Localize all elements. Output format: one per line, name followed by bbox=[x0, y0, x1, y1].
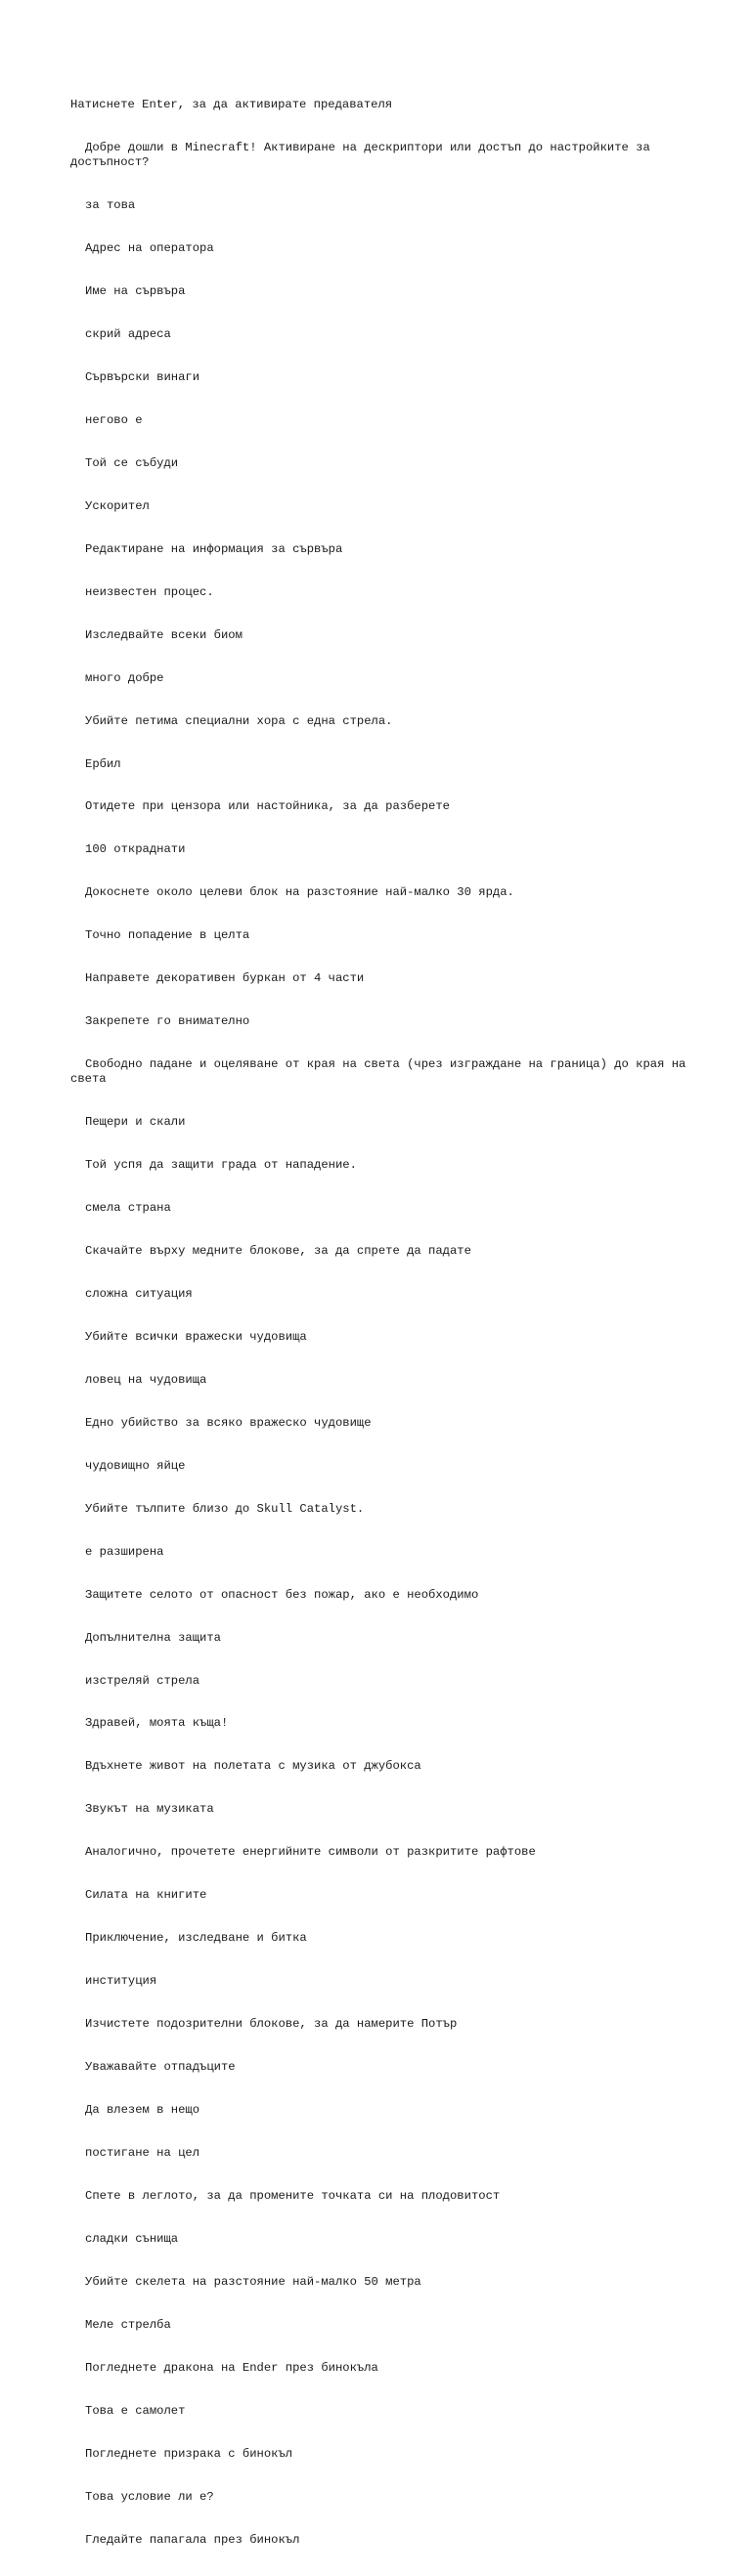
text-line: Аналогично, прочетете енергийните символи от разкритите рафтове bbox=[85, 1845, 536, 1860]
text-line: сложна ситуация bbox=[85, 1286, 193, 1301]
text-line: Скачайте върху медните блокове, за да спрете да падате bbox=[85, 1243, 471, 1258]
text-line: Здравей, моята къща! bbox=[85, 1716, 229, 1731]
text-line: скрий адреса bbox=[85, 326, 171, 341]
text-line: Закрепете го внимателно bbox=[85, 1014, 250, 1029]
text-line: Това е самолет bbox=[85, 2403, 186, 2418]
text-line: Убийте скелета на разстояние най-малко 50 метра bbox=[85, 2275, 421, 2290]
text-line: за това bbox=[85, 197, 136, 212]
text-line: Гледайте папагала през бинокъл bbox=[85, 2532, 300, 2547]
text-line: неизвестен процес. bbox=[85, 584, 214, 599]
text-line: много добре bbox=[85, 670, 164, 685]
text-line: Направете декоративен буркан от 4 части bbox=[85, 971, 365, 986]
text-line: Той успя да защити града от нападение. bbox=[85, 1157, 357, 1172]
text-line: Уважавайте отпадъците bbox=[85, 2060, 236, 2075]
text-line: 100 откраднати bbox=[85, 842, 186, 857]
text-line: изстреляй стрела bbox=[85, 1673, 200, 1688]
text-line-heading: Натиснете Enter, за да активирате предавателя bbox=[70, 98, 393, 112]
text-line: ловец на чудовища bbox=[85, 1372, 207, 1387]
text-line: Пещери и скали bbox=[85, 1114, 186, 1129]
text-line: Това условие ли е? bbox=[85, 2489, 214, 2504]
text-line: Свободно падане и оцеляване от края на света (чрез изграждане на граница) до края на света bbox=[70, 1057, 693, 1086]
text-line: чудовищно яйце bbox=[85, 1458, 186, 1473]
text-line: Сървърски винаги bbox=[85, 369, 200, 384]
text-line: постигане на цел bbox=[85, 2146, 200, 2161]
text-line: негово е bbox=[85, 412, 143, 427]
text-line: Адрес на оператора bbox=[85, 240, 214, 255]
text-line: институция bbox=[85, 1974, 157, 1989]
text-line: сладки сънища bbox=[85, 2232, 179, 2247]
text-line: смела страна bbox=[85, 1200, 171, 1215]
text-line: Докоснете около целеви блок на разстояние най-малко 30 ярда. bbox=[85, 885, 514, 900]
text-line: Убийте всички вражески чудовища bbox=[85, 1329, 307, 1344]
text-line: Добре дошли в Minecraft! Активиране на дескриптори или достъп до настройките за достъпност? bbox=[70, 141, 658, 169]
text-line: Меле стрелба bbox=[85, 2318, 171, 2333]
text-line: е разширена bbox=[85, 1544, 164, 1559]
document-text bbox=[70, 69, 693, 2576]
text-line: Погледнете призрака с бинокъл bbox=[85, 2446, 293, 2461]
text-line: Отидете при цензора или настойника, за да разберете bbox=[85, 799, 450, 814]
text-line: Име на сървъра bbox=[85, 283, 186, 298]
text-line: Спете в леглото, за да промените точката си на плодовитост bbox=[85, 2189, 501, 2204]
text-line: Едно убийство за всяко вражеско чудовище bbox=[85, 1415, 372, 1430]
text-line: Ускорител bbox=[85, 498, 150, 513]
text-line: Звукът на музиката bbox=[85, 1802, 214, 1817]
text-line: Изследвайте всеки биом bbox=[85, 627, 243, 642]
text-line: Убийте петима специални хора с една стрела. bbox=[85, 713, 393, 728]
text-line: Силата на книгите bbox=[85, 1888, 207, 1903]
text-line: Ербил bbox=[85, 756, 121, 771]
text-line: Допълнителна защита bbox=[85, 1630, 221, 1645]
text-line: Да влезем в нещо bbox=[85, 2103, 200, 2118]
text-line: Погледнете дракона на Ender през бинокъла bbox=[85, 2361, 378, 2375]
text-line: Защитете селото от опасност без пожар, ако е необходимо bbox=[85, 1587, 479, 1602]
text-line: Вдъхнете живот на полетата с музика от джубокса bbox=[85, 1759, 421, 1774]
text-line: Редактиране на информация за сървъра bbox=[85, 541, 343, 556]
text-line: Приключение, изследване и битка bbox=[85, 1931, 307, 1946]
text-line: Точно попадение в целта bbox=[85, 928, 250, 943]
text-line: Убийте тълпите близо до Skull Catalyst. bbox=[85, 1501, 365, 1516]
text-line: Изчистете подозрителни блокове, за да намерите Потър bbox=[85, 2017, 458, 2032]
text-line: Той се събуди bbox=[85, 455, 179, 470]
